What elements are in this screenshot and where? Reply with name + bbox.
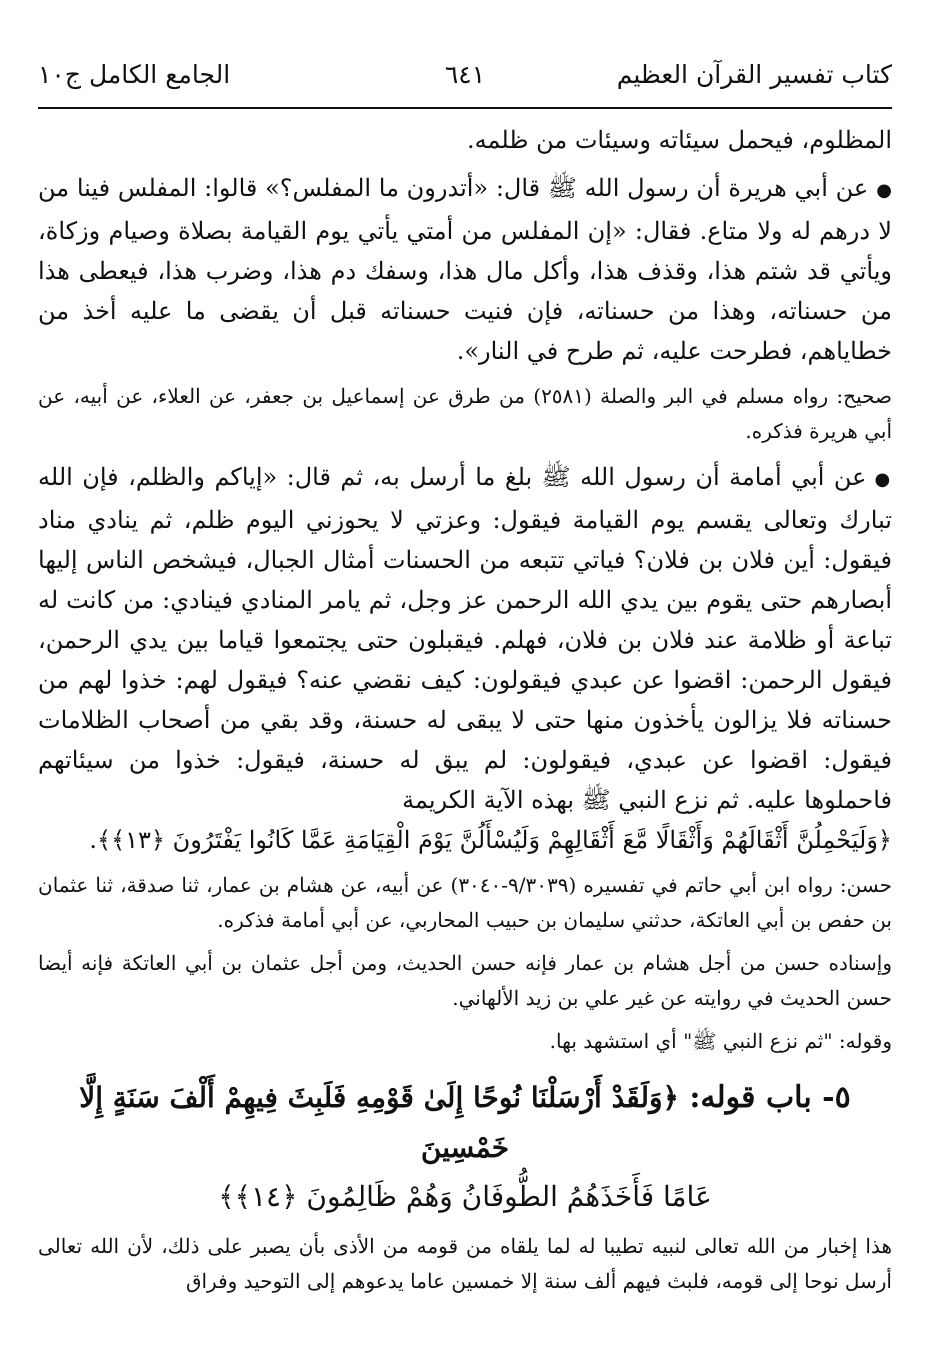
hadith-text: عن أبي هريرة أن رسول الله ﷺ قال: «أتدرون ما المفلس؟» قالوا: المفلس فينا من لا درهم له ولا متاع. فقال: «إن المفلس من أمتي يأتي يوم القيامة بصلاة وصيام وزكاة، ويأتي قد شتم هذا، وقذف هذا، وأكل مال هذا، وسفك دم هذا، وضرب هذا، فيعطى هذا من حسناته، وهذا من حسناته، فإن فنيت حسناته قبل أن يقضى ما عليه أخذ من خطاياهم، فطرحت عليه، ثم طرح في النار». [38, 174, 893, 365]
section-heading [38, 1073, 892, 1173]
book-title: كتاب تفسير القرآن العظيم [616, 60, 892, 89]
takhrij-note: صحيح: رواه مسلم في البر والصلة (٢٥٨١) من طرق عن إسماعيل بن جعفر، عن العلاء، عن أبيه، عن أبي هريرة فذكره. [38, 384, 892, 443]
explanation-note: وقوله: "ثم نزع النبي ﷺ" أي استشهد بها. [549, 1029, 892, 1053]
hadith-abu-hurairah [38, 168, 892, 371]
quran-verse: ﴿وَلَيَحْمِلُنَّ أَثْقَالَهُمْ وَأَثْقَالًا مَّعَ أَثْقَالِهِمْ وَلَيُسْأَلُنَّ يَوْمَ الْقِيَامَةِ عَمَّا كَانُوا يَفْتَرُونَ ﴿١٣﴾﴾. [89, 826, 892, 854]
volume-title: الجامع الكامل ج١٠ [38, 60, 231, 89]
bullet-icon: ● [876, 180, 892, 201]
closing-paragraph: هذا إخبار من الله تعالى لنبيه تطيبا له لما يلقاه من قومه من الأذى بأن يصبر على ذلك، لأن الله تعالى أرسل نوحا إلى قومه، فلبث فيهم ألف سنة إلا خمسين عاما يدعوهم إلى التوحيد وفراق [38, 1234, 892, 1293]
paragraph-continuation: المظلوم، فيحمل سيئاته وسيئات من ظلمه. [467, 126, 892, 154]
bullet-icon: ● [874, 469, 892, 490]
hadith-text: عن أبي أمامة أن رسول الله ﷺ بلغ ما أرسل به، ثم قال: «إياكم والظلم، فإن الله تبارك وتعالى يقسم يوم القيامة فيقول: وعزتي لا يحوزني اليوم ظلم، ثم ينادي مناد فيقول: أين فلان بن فلان؟ فياتي تتبعه من الحسنات أمثال الجبال، فيشخص الناس إليها أبصارهم حتى يقوم بين يدي الله الرحمن عز وجل، ثم يامر المنادي فينادي: من كانت له تباعة أو ظلامة عند فلان بن فلان، فهلم. فيقبلون حتى يجتمعوا قياما بين يدي الرحمن، فيقول الرحمن: اقضوا عن عبدي فيقولون: كيف نقضي عنه؟ فيقول لهم: خذوا لهم من حسناته فلا يزالون يأخذون منها حتى لا يبقى له حسنة، وقد بقي من أصحاب الظلامات فيقول: اقضوا عن عبدي، فيقولون: لم يبق له حسنة، فيقول: خذوا من سيئاتهم فاحملوها عليه. ثم نزع النبي ﷺ بهذه الآية الكريمة [38, 463, 892, 814]
isnad-note: وإسناده حسن من أجل هشام بن عمار فإنه حسن الحديث، ومن أجل عثمان بن أبي العاتكة فإنه أيضا حسن الحديث في روايته عن غير علي بن زيد الألهاني. [38, 951, 893, 1010]
header-rule [38, 107, 892, 109]
section-verse-line1: ﴿وَلَقَدْ أَرْسَلْنَا نُوحًا إِلَىٰ قَوْمِهِ فَلَبِثَ فِيهِمْ أَلْفَ سَنَةٍ إِلَّا خَمْسِينَ [79, 1081, 679, 1164]
page-number: ٦٤١ [444, 60, 486, 89]
page-body [38, 120, 892, 1299]
hadith-abu-umamah [38, 457, 892, 820]
takhrij-note: حسن: رواه ابن أبي حاتم في تفسيره (٩/٣٠٣٩-٣٠٤٠) عن أبيه، عن هشام بن عمار، ثنا صدقة، ثنا عثمان بن حفص بن أبي العاتكة، حدثني سليمان بن حبيب المحاربي، عن أبي أمامة فذكره. [38, 873, 892, 932]
section-verse-line2: عَامًا فَأَخَذَهُمُ الطُّوفَانُ وَهُمْ ظَالِمُونَ ﴿١٤﴾﴾ [218, 1180, 712, 1213]
section-label: ٥- باب قوله: [689, 1080, 851, 1115]
page-header [38, 58, 892, 104]
